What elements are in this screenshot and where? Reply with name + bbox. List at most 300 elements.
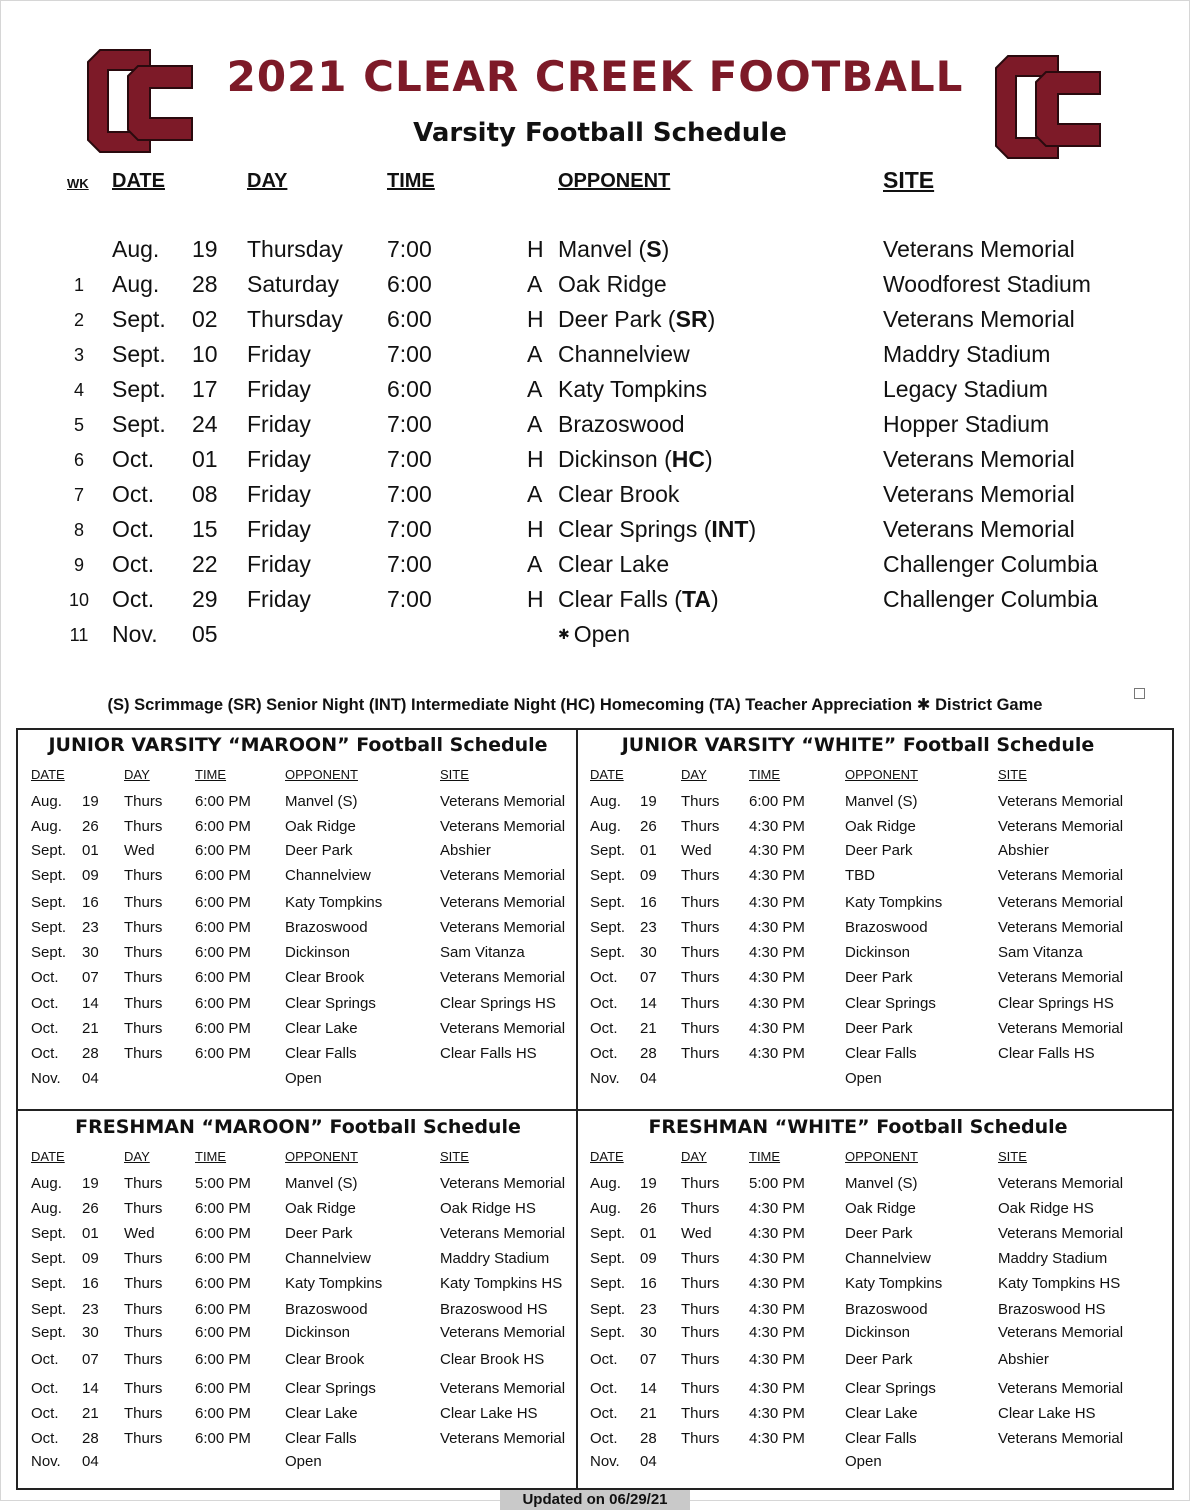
opponent: Dickinson: [285, 944, 351, 961]
table-row: [578, 1351, 1138, 1373]
opponent-name: Channelview: [558, 341, 690, 367]
day-number: 21: [82, 1405, 99, 1422]
day-number: 21: [640, 1405, 657, 1422]
kickoff-time: 6:00 PM: [195, 1200, 251, 1217]
site: Veterans Memorial: [440, 818, 566, 835]
kickoff-time: 7:00: [387, 341, 432, 367]
kickoff-time: 4:30 PM: [749, 867, 805, 884]
weekday: Thurs: [681, 1351, 720, 1368]
column-header-date: DATE: [590, 767, 624, 782]
month: Sept.: [31, 1250, 67, 1267]
week-number: 8: [73, 520, 84, 540]
month: Oct.: [112, 446, 155, 472]
month: Sept.: [590, 867, 626, 884]
weekday: Thurs: [681, 969, 720, 986]
month: Oct.: [590, 969, 618, 986]
month: Aug.: [590, 818, 621, 835]
jv-maroon-panel: [18, 734, 578, 1114]
weekday: Thurs: [681, 1301, 720, 1318]
day-number: 07: [82, 969, 99, 986]
opponent-name: Clear Brook: [558, 481, 680, 507]
weekday: Thurs: [681, 1430, 720, 1447]
weekday: Thurs: [681, 818, 720, 835]
opponent: [558, 551, 669, 578]
event-tag: INT: [711, 516, 749, 542]
kickoff-time: 4:30 PM: [749, 1351, 805, 1368]
kickoff-time: 6:00 PM: [195, 969, 251, 986]
site: Veterans Memorial: [440, 919, 566, 936]
month: Aug.: [31, 793, 62, 810]
table-row: [18, 995, 578, 1017]
month: Oct.: [31, 1430, 59, 1447]
paren: (: [697, 516, 712, 542]
kickoff-time: 6:00 PM: [195, 1301, 251, 1318]
month: Oct.: [31, 1045, 59, 1062]
month: Sept.: [31, 1301, 67, 1318]
kickoff-time: 4:30 PM: [749, 894, 805, 911]
table-row: [578, 1070, 1138, 1092]
opponent: [558, 586, 719, 613]
site: Veterans Memorial: [883, 306, 1075, 332]
table-row: [18, 1225, 578, 1247]
table-row: [578, 1225, 1138, 1247]
month: Oct.: [31, 1351, 59, 1368]
month: Aug.: [590, 1200, 621, 1217]
weekday: Friday: [247, 376, 311, 402]
weekday: Thurs: [124, 1175, 163, 1192]
opponent: Katy Tompkins: [285, 894, 383, 911]
kickoff-time: 4:30 PM: [749, 1225, 805, 1242]
table-row: [578, 1453, 1138, 1475]
weekday: Thurs: [681, 1020, 720, 1037]
weekday: Friday: [247, 586, 311, 612]
site: Veterans Memorial: [998, 1430, 1124, 1447]
table-row: [578, 995, 1138, 1017]
home-away: A: [527, 376, 543, 402]
kickoff-time: 4:30 PM: [749, 1200, 805, 1217]
month: Oct.: [590, 1020, 618, 1037]
site: Challenger Columbia: [883, 586, 1098, 612]
day-number: 28: [82, 1045, 99, 1062]
day-number: 19: [640, 793, 657, 810]
table-row: [578, 818, 1138, 840]
opponent: Brazoswood: [285, 1301, 368, 1318]
day-number: 26: [82, 1200, 99, 1217]
month: Nov.: [31, 1453, 61, 1470]
site: Veterans Memorial: [440, 1380, 566, 1397]
weekday: Thurs: [124, 894, 163, 911]
kickoff-time: 4:30 PM: [749, 1275, 805, 1292]
opponent: Oak Ridge: [845, 1200, 916, 1217]
weekday: Thurs: [681, 894, 720, 911]
opponent-name: Manvel: [558, 236, 633, 262]
day-number: 09: [640, 867, 657, 884]
varsity-row: [0, 586, 1190, 621]
paren: ): [710, 586, 719, 612]
table-row: [578, 1380, 1138, 1402]
event-tag: HC: [671, 446, 706, 472]
panel-title: FRESHMAN “MAROON” Football Schedule: [75, 1116, 521, 1138]
site: Veterans Memorial: [440, 1020, 566, 1037]
kickoff-time: 6:00 PM: [195, 818, 251, 835]
month: Aug.: [112, 236, 160, 262]
home-away: A: [527, 271, 543, 297]
updated-note: Updated on 06/29/21: [500, 1490, 690, 1510]
table-row: [18, 1250, 578, 1272]
month: Sept.: [112, 411, 166, 437]
table-row: [18, 1430, 578, 1452]
day-number: 16: [640, 1275, 657, 1292]
month: Sept.: [590, 1225, 626, 1242]
site: Veterans Memorial: [998, 818, 1124, 835]
table-row: [578, 1405, 1138, 1427]
day-number: 16: [640, 894, 657, 911]
varsity-row: [0, 551, 1190, 586]
opponent: Manvel (S): [285, 793, 358, 810]
table-row: [18, 1045, 578, 1067]
weekday: Wed: [681, 842, 712, 859]
kickoff-time: 4:30 PM: [749, 1020, 805, 1037]
kickoff-time: 6:00 PM: [749, 793, 805, 810]
kickoff-time: 6:00 PM: [195, 944, 251, 961]
kickoff-time: 6:00 PM: [195, 867, 251, 884]
site: Veterans Memorial: [998, 867, 1124, 884]
opponent: Katy Tompkins: [285, 1275, 383, 1292]
day-number: 07: [640, 1351, 657, 1368]
weekday: Thurs: [681, 1045, 720, 1062]
weekday: Saturday: [247, 271, 340, 297]
weekday: Thurs: [124, 1200, 163, 1217]
opponent: Channelview: [285, 867, 371, 884]
opponent: Oak Ridge: [285, 818, 356, 835]
paren: (: [667, 586, 682, 612]
column-header-site: SITE: [440, 1149, 469, 1164]
home-away: A: [527, 411, 543, 437]
site: Veterans Memorial: [440, 867, 566, 884]
kickoff-time: 4:30 PM: [749, 1324, 805, 1341]
table-row: [18, 1351, 578, 1373]
opponent-name: Oak Ridge: [558, 271, 667, 297]
month: Nov.: [590, 1070, 620, 1087]
kickoff-time: 4:30 PM: [749, 1430, 805, 1447]
kickoff-time: 7:00: [387, 481, 432, 507]
kickoff-time: 4:30 PM: [749, 818, 805, 835]
weekday: Thurs: [124, 1250, 163, 1267]
opponent: Katy Tompkins: [845, 894, 943, 911]
month: Sept.: [31, 867, 67, 884]
site: Katy Tompkins HS: [998, 1275, 1121, 1292]
month: Sept.: [590, 1324, 626, 1341]
month: Sept.: [590, 1301, 626, 1318]
kickoff-time: 4:30 PM: [749, 944, 805, 961]
varsity-row: [0, 271, 1190, 306]
weekday: Thursday: [247, 306, 343, 332]
opponent: Manvel (S): [285, 1175, 358, 1192]
weekday: Thurs: [124, 793, 163, 810]
varsity-header-wk: WK: [67, 176, 89, 191]
opponent: Deer Park: [845, 969, 913, 986]
month: Oct.: [590, 1045, 618, 1062]
site: Legacy Stadium: [883, 376, 1048, 402]
site: Veterans Memorial: [998, 793, 1124, 810]
varsity-row: [0, 376, 1190, 411]
month: Oct.: [112, 551, 155, 577]
day-number: 16: [82, 1275, 99, 1292]
site: Veterans Memorial: [883, 516, 1075, 542]
opponent: Channelview: [845, 1250, 931, 1267]
day-number: 01: [640, 1225, 657, 1242]
table-row: [578, 1045, 1138, 1067]
weekday: Thurs: [124, 1301, 163, 1318]
kickoff-time: 6:00: [387, 306, 432, 332]
day-number: 21: [82, 1020, 99, 1037]
month: Sept.: [590, 919, 626, 936]
table-row: [578, 842, 1138, 864]
weekday: Friday: [247, 411, 311, 437]
event-tag: SR: [675, 306, 708, 332]
day-number: 19: [192, 236, 218, 262]
month: Sept.: [590, 1250, 626, 1267]
month: Sept.: [590, 1275, 626, 1292]
paren: ): [748, 516, 757, 542]
opponent-name: Clear Springs: [558, 516, 698, 542]
month: Aug.: [590, 1175, 621, 1192]
table-row: [18, 919, 578, 941]
day-number: 21: [640, 1020, 657, 1037]
kickoff-time: 6:00 PM: [195, 1250, 251, 1267]
opponent: Dickinson: [285, 1324, 351, 1341]
weekday: Thurs: [124, 944, 163, 961]
weekday: Thurs: [681, 1405, 720, 1422]
month: Oct.: [590, 1351, 618, 1368]
kickoff-time: 4:30 PM: [749, 1405, 805, 1422]
day-number: 01: [82, 1225, 99, 1242]
opponent-name: Clear Falls: [558, 586, 668, 612]
weekday: Thurs: [124, 1045, 163, 1062]
table-row: [578, 1200, 1138, 1222]
opponent: [558, 341, 690, 368]
page-title: 2021 CLEAR CREEK FOOTBALL: [226, 52, 964, 101]
weekday: Wed: [124, 842, 155, 859]
table-row: [18, 1380, 578, 1402]
month: Sept.: [31, 1324, 67, 1341]
opponent: Open: [845, 1070, 882, 1087]
column-header-date: DATE: [590, 1149, 624, 1164]
opponent: [558, 306, 715, 333]
panel-title: FRESHMAN “WHITE” Football Schedule: [648, 1116, 1068, 1138]
opponent-name: Katy Tompkins: [558, 376, 708, 402]
opponent-name: Deer Park: [558, 306, 662, 332]
site: Clear Falls HS: [440, 1045, 537, 1062]
opponent: Clear Springs: [845, 1380, 936, 1397]
month: Oct.: [31, 969, 59, 986]
month: Oct.: [590, 1430, 618, 1447]
home-away: H: [527, 516, 544, 542]
month: Aug.: [112, 271, 160, 297]
table-row: [18, 944, 578, 966]
site: Maddry Stadium: [998, 1250, 1108, 1267]
varsity-header-opponent: OPPONENT: [558, 170, 671, 192]
varsity-header-date: DATE: [112, 170, 165, 192]
day-number: 14: [640, 1380, 657, 1397]
table-row: [578, 1275, 1138, 1297]
opponent: [558, 411, 685, 438]
weekday: Thurs: [124, 1324, 163, 1341]
weekday: Thurs: [124, 969, 163, 986]
table-row: [18, 1020, 578, 1042]
day-number: 26: [82, 818, 99, 835]
weekday: Thurs: [681, 867, 720, 884]
site: Veterans Memorial: [998, 1324, 1124, 1341]
day-number: 26: [640, 818, 657, 835]
varsity-row: [0, 236, 1190, 271]
table-row: [18, 1275, 578, 1297]
week-number: 11: [69, 625, 89, 645]
day-number: 14: [82, 1380, 99, 1397]
month: Nov.: [112, 621, 158, 647]
table-row: [578, 1301, 1138, 1323]
opponent: Clear Falls: [845, 1045, 917, 1062]
table-row: [578, 1250, 1138, 1272]
weekday: Thurs: [681, 1250, 720, 1267]
site: Veterans Memorial: [998, 1225, 1124, 1242]
page-subtitle: Varsity Football Schedule: [413, 118, 787, 148]
table-row: [18, 793, 578, 815]
day-number: 23: [82, 919, 99, 936]
site: Oak Ridge HS: [440, 1200, 536, 1217]
month: Sept.: [31, 944, 67, 961]
kickoff-time: 6:00 PM: [195, 1430, 251, 1447]
day-number: 22: [192, 551, 218, 577]
weekday: Thurs: [124, 1430, 163, 1447]
kickoff-time: 6:00 PM: [195, 894, 251, 911]
weekday: Thurs: [681, 1275, 720, 1292]
day-number: 19: [82, 1175, 99, 1192]
opponent: Clear Lake: [285, 1405, 358, 1422]
site: Brazoswood HS: [440, 1301, 548, 1318]
site: Clear Lake HS: [998, 1405, 1096, 1422]
column-header-opponent: OPPONENT: [845, 767, 918, 782]
site: Abshier: [998, 842, 1049, 859]
jv-white-panel: [578, 734, 1138, 1114]
site: Sam Vitanza: [998, 944, 1083, 961]
opponent: Clear Lake: [285, 1020, 358, 1037]
month: Sept.: [31, 1225, 67, 1242]
column-header-day: DAY: [124, 1149, 150, 1164]
site: Veterans Memorial: [883, 481, 1075, 507]
opponent-name: Open: [573, 621, 630, 647]
month: Sept.: [112, 376, 166, 402]
day-number: 04: [640, 1070, 657, 1087]
site: Maddry Stadium: [440, 1250, 550, 1267]
column-header-date: DATE: [31, 1149, 65, 1164]
home-away: A: [527, 551, 543, 577]
table-row: [578, 1020, 1138, 1042]
month: Oct.: [112, 516, 155, 542]
opponent: Open: [845, 1453, 882, 1470]
opponent: Dickinson: [845, 944, 911, 961]
varsity-row: [0, 341, 1190, 376]
weekday: Thurs: [124, 1275, 163, 1292]
day-number: 23: [640, 919, 657, 936]
site: Clear Springs HS: [998, 995, 1114, 1012]
table-row: [18, 818, 578, 840]
day-number: 10: [192, 341, 218, 367]
kickoff-time: 6:00 PM: [195, 1351, 251, 1368]
day-number: 23: [640, 1301, 657, 1318]
day-number: 08: [192, 481, 218, 507]
opponent: Deer Park: [845, 1020, 913, 1037]
paren: ): [707, 306, 716, 332]
table-row: [18, 1175, 578, 1197]
home-away: H: [527, 446, 544, 472]
kickoff-time: 6:00 PM: [195, 1045, 251, 1062]
day-number: 05: [192, 621, 218, 647]
cc-logo-icon-left: [80, 46, 202, 156]
month: Aug.: [590, 793, 621, 810]
home-away: A: [527, 481, 543, 507]
table-row: [578, 944, 1138, 966]
kickoff-time: 7:00: [387, 236, 432, 262]
weekday: Thurs: [681, 1200, 720, 1217]
month: Aug.: [31, 1200, 62, 1217]
site: Veterans Memorial: [440, 1225, 566, 1242]
table-row: [578, 894, 1138, 916]
month: Sept.: [112, 306, 166, 332]
weekday: Friday: [247, 481, 311, 507]
opponent: Deer Park: [285, 842, 353, 859]
month: Sept.: [31, 842, 67, 859]
checkbox-icon[interactable]: [1134, 688, 1145, 699]
paren: (: [657, 446, 672, 472]
opponent: Clear Falls: [845, 1430, 917, 1447]
site: Abshier: [440, 842, 491, 859]
table-row: [18, 867, 578, 889]
column-header-time: TIME: [749, 1149, 781, 1164]
weekday: Thurs: [124, 867, 163, 884]
opponent: Clear Falls: [285, 1045, 357, 1062]
varsity-header-time: TIME: [387, 170, 435, 192]
weekday: Thurs: [681, 1380, 720, 1397]
site: Clear Springs HS: [440, 995, 556, 1012]
site: Veterans Memorial: [440, 1324, 566, 1341]
opponent: Deer Park: [845, 842, 913, 859]
month: Oct.: [112, 586, 155, 612]
home-away: H: [527, 586, 544, 612]
varsity-header-site: SITE: [883, 167, 935, 193]
table-row: [578, 969, 1138, 991]
weekday: Wed: [124, 1225, 155, 1242]
kickoff-time: 5:00 PM: [195, 1175, 251, 1192]
site: Brazoswood HS: [998, 1301, 1106, 1318]
week-number: 6: [73, 450, 84, 470]
opponent: Clear Springs: [285, 1380, 376, 1397]
day-number: 09: [82, 867, 99, 884]
kickoff-time: 7:00: [387, 551, 432, 577]
table-row: [18, 1070, 578, 1092]
kickoff-time: 6:00 PM: [195, 1380, 251, 1397]
opponent: Oak Ridge: [845, 818, 916, 835]
day-number: 19: [82, 793, 99, 810]
day-number: 04: [640, 1453, 657, 1470]
day-number: 26: [640, 1200, 657, 1217]
day-number: 14: [640, 995, 657, 1012]
site: Veterans Memorial: [998, 1175, 1124, 1192]
month: Sept.: [590, 944, 626, 961]
weekday: Thurs: [681, 919, 720, 936]
column-header-opponent: OPPONENT: [285, 1149, 358, 1164]
district-game-star-icon: ✱: [558, 626, 570, 642]
